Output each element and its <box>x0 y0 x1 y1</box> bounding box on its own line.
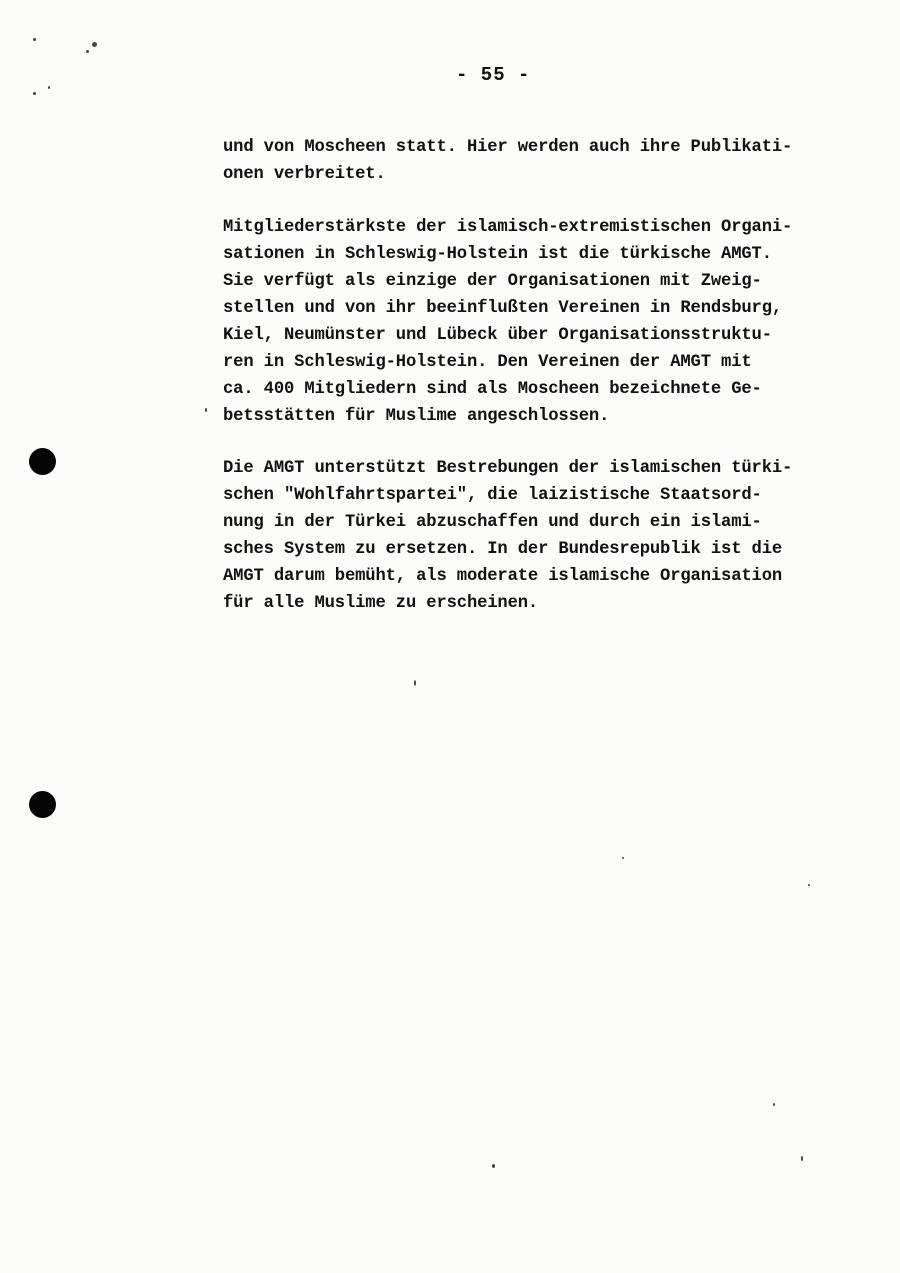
text-line: Die AMGT unterstützt Bestrebungen der islamischen türki- <box>223 459 793 478</box>
text-line: AMGT darum bemüht, als moderate islamische Organisation <box>223 567 783 586</box>
text-line: und von Moscheen statt. Hier werden auch ihre Publikati- <box>223 138 793 157</box>
paragraph <box>223 134 863 188</box>
scan-speck <box>48 86 50 89</box>
scan-speck <box>33 38 36 41</box>
text-line: betsstätten für Muslime angeschlossen. <box>223 407 610 426</box>
text-line: Mitgliederstärkste der islamisch-extremistischen Organi- <box>223 218 793 237</box>
scan-speck <box>86 50 89 53</box>
punch-hole <box>29 448 56 475</box>
scan-speck <box>773 1103 775 1106</box>
punch-hole <box>29 791 56 818</box>
paragraph <box>223 214 863 430</box>
text-line: ca. 400 Mitgliedern sind als Moscheen bezeichnete Ge- <box>223 380 762 399</box>
text-line: nung in der Türkei abzuschaffen und durch ein islami- <box>223 513 762 532</box>
scan-speck <box>808 884 810 886</box>
scan-speck <box>92 42 97 47</box>
text-line: schen "Wohlfahrtspartei", die laizistische Staatsord- <box>223 486 762 505</box>
scan-speck <box>622 857 624 859</box>
scan-speck <box>205 408 207 412</box>
text-line: sationen in Schleswig-Holstein ist die türkische AMGT. <box>223 245 772 264</box>
text-line: onen verbreitet. <box>223 165 386 184</box>
text-line: ren in Schleswig-Holstein. Den Vereinen der AMGT mit <box>223 353 752 372</box>
text-line: Kiel, Neumünster und Lübeck über Organisationsstruktu- <box>223 326 772 345</box>
scan-speck <box>414 680 416 686</box>
scan-speck <box>492 1164 495 1168</box>
text-line: für alle Muslime zu erscheinen. <box>223 594 539 613</box>
text-line: sches System zu ersetzen. In der Bundesrepublik ist die <box>223 540 783 559</box>
page-number: - 55 - <box>456 64 531 86</box>
scan-speck <box>801 1156 803 1161</box>
scan-speck <box>33 92 36 95</box>
text-line: Sie verfügt als einzige der Organisationen mit Zweig- <box>223 272 762 291</box>
paragraph <box>223 455 863 617</box>
text-line: stellen und von ihr beeinflußten Vereinen in Rendsburg, <box>223 299 783 318</box>
